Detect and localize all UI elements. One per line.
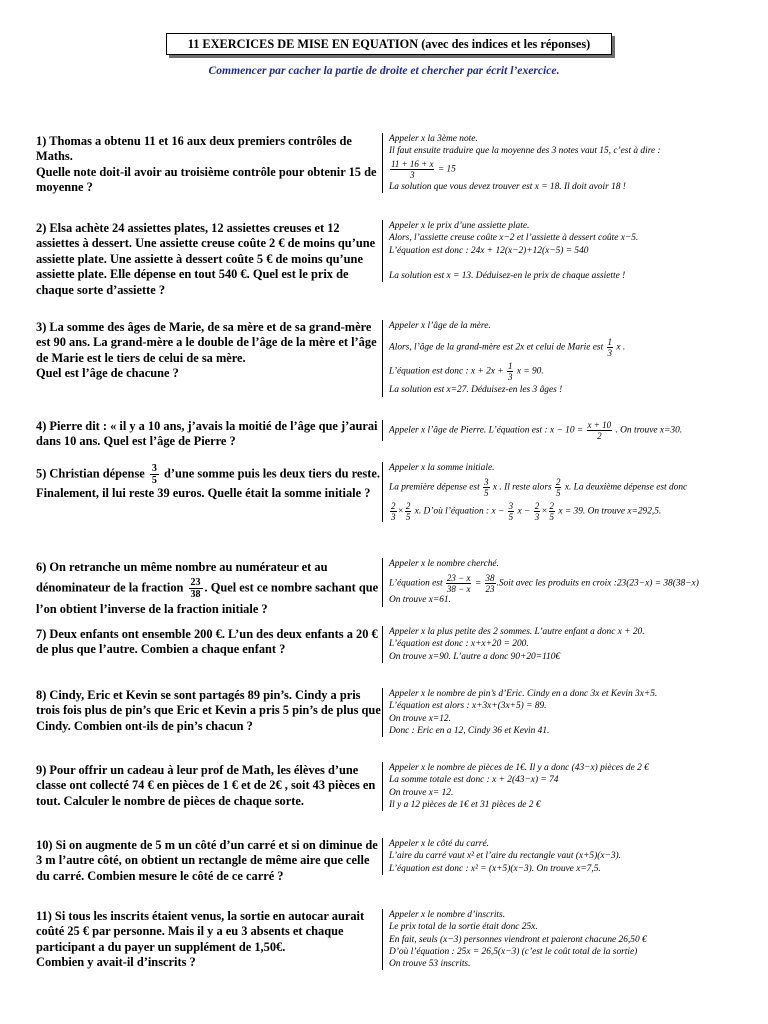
exercise-2-hint: Appeler x le prix d’une assiette plate. Alors, l’assiette creuse coûte x−2 et l’assiette à dessert coûte x−5. L’équation est donc : 24x + 12(x−2)+12(x−5) = 540 La solution est x = 13. Déduisez-en le prix de chaque assiette ! (382, 220, 729, 282)
fraction: $\frac{1}{3}$ (507, 361, 513, 383)
exercise-4-hint: Appeler x l’âge de Pierre. L’équation est : x − 10 = $\frac{x + 10}{2}$ . On trouve x=30. (382, 420, 729, 441)
exercise-5-question: 5) Christian dépense $\frac{3}{5}$ d’une somme puis les deux tiers du reste. Finalement, il lui reste 39 euros. Quelle était la somme initiale ? (36, 463, 380, 500)
instructions: Commencer par cacher la partie de droite et chercher par écrit l’exercice. (208, 64, 560, 77)
exercise-10-question: 10) Si on augmente de 5 m un côté d’un carré et si on diminue de 3 m l’autre côté, on obtient un rectangle de même aire que celle du carré. Combien mesure le côté de ce carré ? (36, 838, 378, 883)
exercise-2-question: 2) Elsa achète 24 assiettes plates, 12 assiettes creuses et 12 assiettes à dessert. Une assiette creuse coûte 2 € de moins qu’une assiette plate. Une assiette à dessert coûte 5 € de moins qu’une assiette plate. Elle dépense en tout 540 €. Quel est le prix de chaque sorte d’assiette ? (36, 221, 376, 297)
exercise-6-hint: Appeler x le nombre cherché. L’équation est $\frac{23 - x}{38 - x}$ = $\frac{38}{23}$ .Soit avec les produits en croix :23(23−x) = 38(38−x) On trouve x=61. (382, 558, 729, 607)
exercise-7-hint: Appeler x la plus petite des 2 sommes. L’autre enfant a donc x + 20. L’équation est donc : x+x+20 = 200. On trouve x=90. L’autre a donc 90+20=110€ (382, 626, 729, 663)
exercise-9-hint: Appeler x le nombre de pièces de 1€. Il y a donc (43−x) pièces de 2 € La somme totale est donc : x + 2(43−x) = 74 On trouve x= 12. Il y a 12 pièces de 1€ et 31 pièces de 2 € (382, 762, 729, 811)
exercise-1-hint: Appeler x la 3ème note. Il faut ensuite traduire que la moyenne des 3 notes vaut 15, c’est à dire : $\frac{11 + 16 + x}{3}$ = 15 La solution que vous devez trouver est x = 18. Il doit avoir 18 ! (382, 133, 729, 193)
page-title: 11 EXERCICES DE MISE EN EQUATION (avec des indices et les réponses) (166, 33, 612, 55)
exercise-1-question: 1) Thomas a obtenu 11 et 16 aux deux premiers contrôles de Maths. Quelle note doit-il avoir au troisième contrôle pour obtenir 15 de moyenne ? (36, 134, 377, 195)
fraction: $\frac{1}{3}$ (607, 337, 613, 359)
exercise-11-hint: Appeler x le nombre d’inscrits. Le prix total de la sortie était donc 25x. En fait, seuls (x−3) personnes viendront et paieront chacune 26,50 € D’où l’équation : 25x = 26,5(x−3) (c’est le coût total de la sortie) On trouve 53 inscrits. (382, 909, 729, 970)
fraction: $\frac{11 + 16 + x}{3}$ (391, 158, 434, 180)
exercise-10-hint: Appeler x le côté du carré. L’aire du carré vaut x² et l’aire du rectangle vaut (x+5)(x−3). L’équation est donc : x² = (x+5)(x−3). On trouve x=7,5. (382, 838, 729, 875)
fraction: $\frac{23}{38}$ (190, 577, 201, 600)
exercise-3-question: 3) La somme des âges de Marie, de sa mère et de sa grand-mère est 90 ans. La grand-mère a le double de l’âge de la mère et l’âge de Marie est le tiers de celui de sa mère. Quel est l’âge de chacune ? (36, 320, 377, 381)
exercise-6-question: 6) On retranche un même nombre au numérateur et au dénominateur de la fraction $\frac{23}{38}$ . Quel est ce nombre sachant que l’on obtient l’inverse de la fraction initiale ? (36, 560, 379, 616)
exercise-8-question: 8) Cindy, Eric et Kevin se sont partagés 89 pin’s. Cindy a pris trois fois plus de pin’s que Eric et Kevin a pris 5 pin’s de plus que Cindy. Combien ont-ils de pin’s chacun ? (36, 688, 381, 733)
fraction: $\frac{x + 10}{2}$ (587, 420, 612, 441)
exercise-9-question: 9) Pour offrir un cadeau à leur prof de Math, les élèves d’une classe ont collecté 74 € en pièces de 1 € et de 2€ , soit 43 pièces en tout. Calculer le nombre de pièces de chaque sorte. (36, 763, 376, 808)
fraction: $\frac{3}{5}$ (151, 463, 157, 486)
exercise-5-hint: Appeler x la somme initiale. La première dépense est $\frac{3}{5}$ x . Il reste alors $\frac{2}{5}$ x. La deuxième dépense est donc $\frac{2}{3}$ × $\frac{2}{5}$ x. D’où l’équation : x − $\frac{3}{5}$ x − $\frac{2}{3}$ × $\frac{2}{5}$ x = 39. On trouve x=292,5. (382, 462, 729, 522)
exercise-8-hint: Appeler x le nombre de pin’s d’Eric. Cindy en a donc 3x et Kevin 3x+5. L’équation est alors : x+3x+(3x+5) = 89. On trouve x=12. Donc : Eric en a 12, Cindy 36 et Kevin 41. (382, 688, 729, 737)
exercise-7-question: 7) Deux enfants ont ensemble 200 €. L’un des deux enfants a 20 € de plus que l’autre. Combien a chaque enfant ? (36, 627, 378, 657)
exercise-4-question: 4) Pierre dit : « il y a 10 ans, j’avais la moitié de l’âge que j’aurai dans 10 ans. Quel est l’âge de Pierre ? (36, 419, 378, 449)
exercise-11-question: 11) Si tous les inscrits étaient venus, la sortie en autocar aurait coûté 25 € par personne. Mais il y a eu 3 absents et chaque participant a du payer un supplément de 1,50€. Combien y avait-il d’inscrits ? (36, 909, 365, 970)
exercise-3-hint: Appeler x l’âge de la mère. Alors, l’âge de la grand-mère est 2x et celui de Marie est $\frac{1}{3}$ x . L’équation est donc : x + 2x + $\frac{1}{3}$ x = 90. La solution est x=27. Déduisez-en les 3 âges ! (382, 320, 729, 397)
